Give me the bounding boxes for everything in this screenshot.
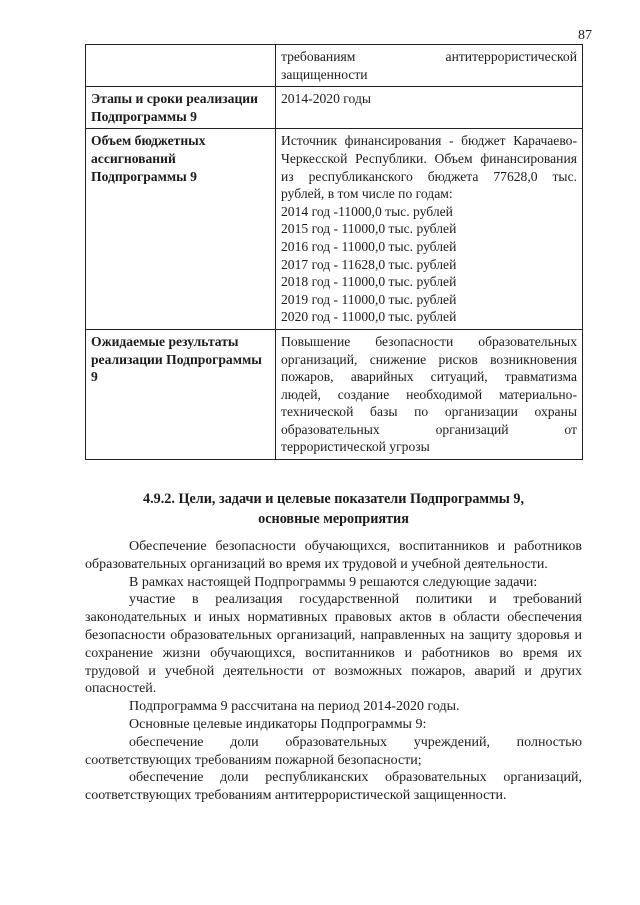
budget-year-line: 2015 год - 11000,0 тыс. рублей	[281, 221, 457, 237]
paragraph: обеспечение доли республиканских образовательных организаций, соответствующих требованиям антитеррористической защищенности.	[85, 770, 582, 804]
budget-year-line: 2014 год -11000,0 тыс. рублей	[281, 203, 453, 219]
row-value-continued: требованиям антитеррористической защищенности	[276, 45, 583, 87]
budget-year-line: 2017 год - 11628,0 тыс. рублей	[281, 256, 457, 272]
budget-year-line: 2019 год - 11000,0 тыс. рублей	[281, 291, 457, 307]
table-row	[86, 329, 583, 459]
row-value-budget	[276, 129, 583, 330]
paragraph: В рамках настоящей Подпрограммы 9 решаются следующие задачи:	[129, 574, 538, 590]
table-row	[86, 45, 583, 87]
section-title-line: 4.9.2. Цели, задачи и целевые показатели Подпрограммы 9,	[142, 491, 525, 507]
paragraph: Обеспечение безопасности обучающихся, воспитанников и работников образовательных организаций во время их трудовой и учебной деятельности.	[85, 539, 582, 572]
paragraph: Основные целевые индикаторы Подпрограммы 9:	[129, 716, 427, 732]
section-title-line: основные мероприятия	[258, 511, 409, 527]
row-label-budget: Объем бюджетных ассигнований Подпрограммы 9	[86, 129, 276, 330]
paragraph: участие в реализация государственной политики и требований законодательных и иных нормативных правовых актов в области обеспечения безопасности образовательных организаций, направленных на защиту здоровья и сохранение жизни обучающихся, воспитанников и работников во время их трудовой и учебной деятельности от возможных пожаров, аварий и других опасностей.	[85, 592, 582, 697]
row-label-results: Ожидаемые результаты реализации Подпрограммы 9	[86, 329, 276, 459]
table-row	[86, 87, 583, 129]
row-label-stages: Этапы и сроки реализации Подпрограммы 9	[86, 87, 276, 129]
budget-year-line: 2020 год - 11000,0 тыс. рублей	[281, 309, 457, 325]
page-number: 87	[578, 28, 592, 43]
section-body	[85, 538, 582, 805]
budget-intro: Источник финансирования - бюджет Карачаево-Черкесской Республики. Объем финансирования из республиканского бюджета 77628,0 тыс. рублей, в том числе по годам:	[281, 133, 577, 202]
budget-year-line: 2016 год - 11000,0 тыс. рублей	[281, 238, 457, 254]
paragraph: обеспечение доли образовательных учреждений, полностью соответствующих требованиям пожарной безопасности;	[85, 734, 582, 768]
section-title	[85, 489, 582, 529]
paragraph: Подпрограмма 9 рассчитана на период 2014-2020 годы.	[129, 699, 460, 715]
table-row	[86, 129, 583, 330]
row-value-stages: 2014-2020 годы	[276, 87, 583, 129]
budget-year-line: 2018 год - 11000,0 тыс. рублей	[281, 274, 457, 290]
row-label-continued	[86, 45, 276, 87]
subprogram-passport-table	[85, 44, 583, 460]
row-value-results: Повышение безопасности образовательных организаций, снижение рисков возникновения пожаров, аварийных ситуаций, травматизма людей, создание необходимой материально-технической базы по организации охраны образовательных организаций от террористической угрозы	[276, 329, 583, 459]
